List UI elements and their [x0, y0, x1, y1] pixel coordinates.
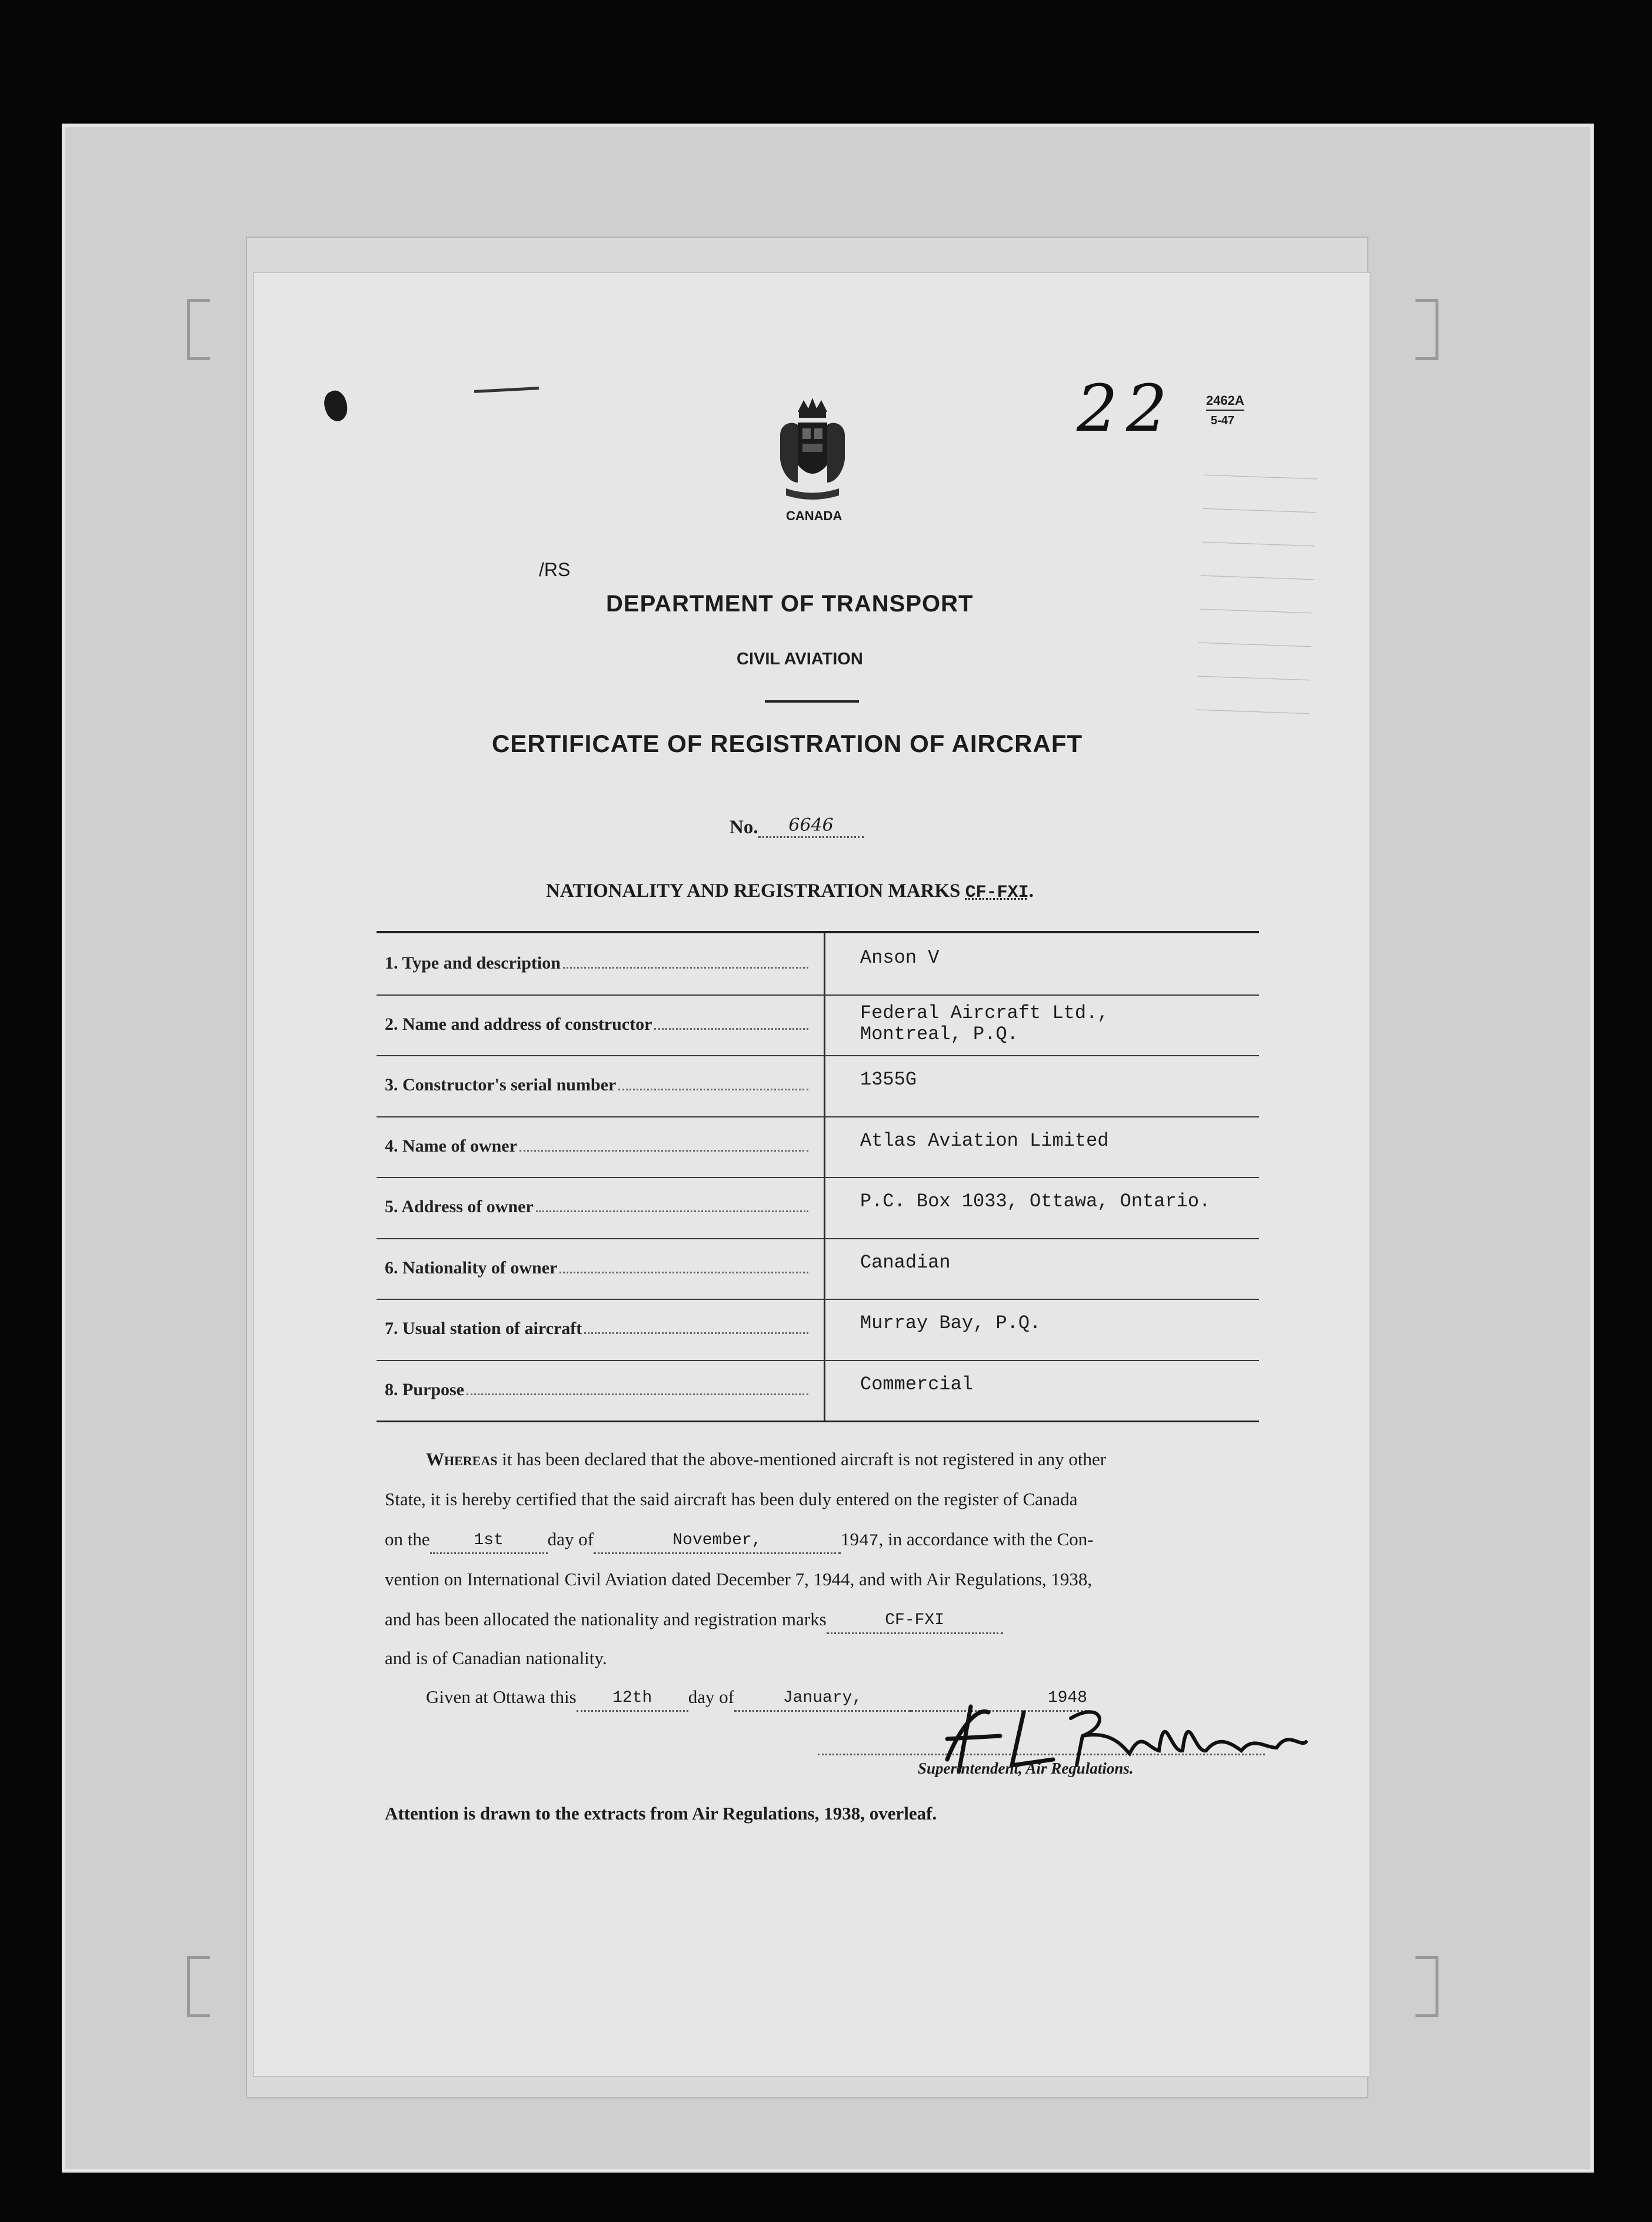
department-heading: DEPARTMENT OF TRANSPORT — [606, 591, 974, 617]
table-row — [377, 1299, 1259, 1361]
statement-line-5 — [385, 1608, 1258, 1635]
on-the-label: on the — [385, 1529, 430, 1549]
division-heading: CIVIL AVIATION — [737, 650, 863, 668]
signer-title: Superintendent, Air Regulations. — [918, 1759, 1134, 1777]
registration-year: 47 — [858, 1532, 879, 1551]
row-label: 2. Name and address of constructor — [385, 1014, 652, 1034]
day-of-label: day of — [547, 1529, 594, 1549]
table-row — [377, 1116, 1259, 1179]
given-day-of-label: day of — [688, 1687, 735, 1707]
file-reference: /RS — [539, 559, 571, 580]
overleaf-note: Attention is drawn to the extracts from Air Regulations, 1938, overleaf. — [385, 1803, 937, 1824]
crop-mark-bottom-right — [1415, 1956, 1438, 2017]
row-value: P.C. Box 1033, Ottawa, Ontario. — [860, 1190, 1211, 1212]
row-label: 3. Constructor's serial number — [385, 1075, 617, 1095]
given-at-label: Given at Ottawa this — [426, 1687, 577, 1707]
certificate-number-label: No. — [730, 817, 758, 838]
row-value: Murray Bay, P.Q. — [860, 1312, 1041, 1334]
row-value: 1355G — [860, 1069, 917, 1090]
registration-marks-line: NATIONALITY AND REGISTRATION MARKS CF-FXI. — [546, 880, 1034, 903]
table-row — [377, 1177, 1259, 1239]
allocated-marks: CF-FXI — [885, 1611, 945, 1629]
row-value: Atlas Aviation Limited — [860, 1129, 1109, 1152]
row-label: 8. Purpose — [385, 1379, 464, 1399]
title-divider — [765, 700, 859, 703]
statement-line-1 — [385, 1448, 1258, 1471]
registration-particulars-table — [377, 931, 1259, 1422]
form-number: 2462A — [1206, 393, 1244, 411]
table-row — [377, 1238, 1259, 1300]
row-value: Commercial — [860, 1373, 974, 1395]
statement-line-4: vention on International Civil Aviation dated December 7, 1944, and with Air Regulations, 1938, — [385, 1569, 1093, 1589]
crop-mark-top-left — [187, 299, 210, 360]
crop-mark-top-right — [1415, 299, 1438, 360]
whereas-word: Whereas — [426, 1449, 498, 1469]
statement-text-3: , in accordance with the Con- — [878, 1529, 1094, 1549]
row-label: 5. Address of owner — [385, 1197, 534, 1216]
canada-coat-of-arms-icon — [774, 394, 851, 506]
registration-day: 1st — [474, 1531, 504, 1549]
given-year: 1948 — [1047, 1689, 1088, 1707]
row-label: 7. Usual station of aircraft — [385, 1319, 582, 1338]
reverse-side-show-through: ———————— ———————— ———————— ———————— ———————— ———————— ———————— ———————— — [1195, 466, 1318, 721]
given-month: January, — [782, 1689, 862, 1707]
row-value: Anson V — [860, 947, 940, 969]
row-value: Federal Aircraft Ltd., Montreal, P.Q. — [860, 1002, 1109, 1045]
given-day: 12th — [612, 1689, 652, 1707]
certificate-title: CERTIFICATE OF REGISTRATION OF AIRCRAFT — [492, 730, 1083, 757]
coat-of-arms-caption: CANADA — [786, 508, 842, 523]
table-row — [377, 994, 1259, 1057]
certificate-number-line — [730, 817, 864, 840]
year-prefix: 19 — [840, 1529, 859, 1549]
form-revision: 5-47 — [1211, 414, 1235, 427]
table-row — [377, 933, 1259, 996]
registration-month: November, — [672, 1531, 762, 1549]
crop-mark-bottom-left — [187, 1956, 210, 2017]
certificate-number-value: 6646 — [788, 815, 834, 836]
row-value: Canadian — [860, 1251, 951, 1273]
row-label: 4. Name of owner — [385, 1136, 517, 1156]
table-row — [377, 1055, 1259, 1117]
table-row — [377, 1360, 1259, 1421]
statement-text-5: and has been allocated the nationality and registration marks — [385, 1609, 827, 1629]
row-label: 1. Type and description — [385, 953, 561, 973]
statement-text-1: it has been declared that the above-mentioned aircraft is not registered in any other — [502, 1449, 1107, 1469]
handwritten-page-number: 22 — [1077, 371, 1175, 446]
statement-line-6: and is of Canadian nationality. — [385, 1648, 607, 1668]
registration-marks-value: CF-FXI — [965, 883, 1029, 903]
registration-marks-label: NATIONALITY AND REGISTRATION MARKS — [546, 880, 961, 902]
statement-line-2: State, it is hereby certified that the said aircraft has been duly entered on the register of Canada — [385, 1489, 1078, 1509]
row-label: 6. Nationality of owner — [385, 1258, 558, 1278]
statement-line-3 — [385, 1528, 1258, 1555]
